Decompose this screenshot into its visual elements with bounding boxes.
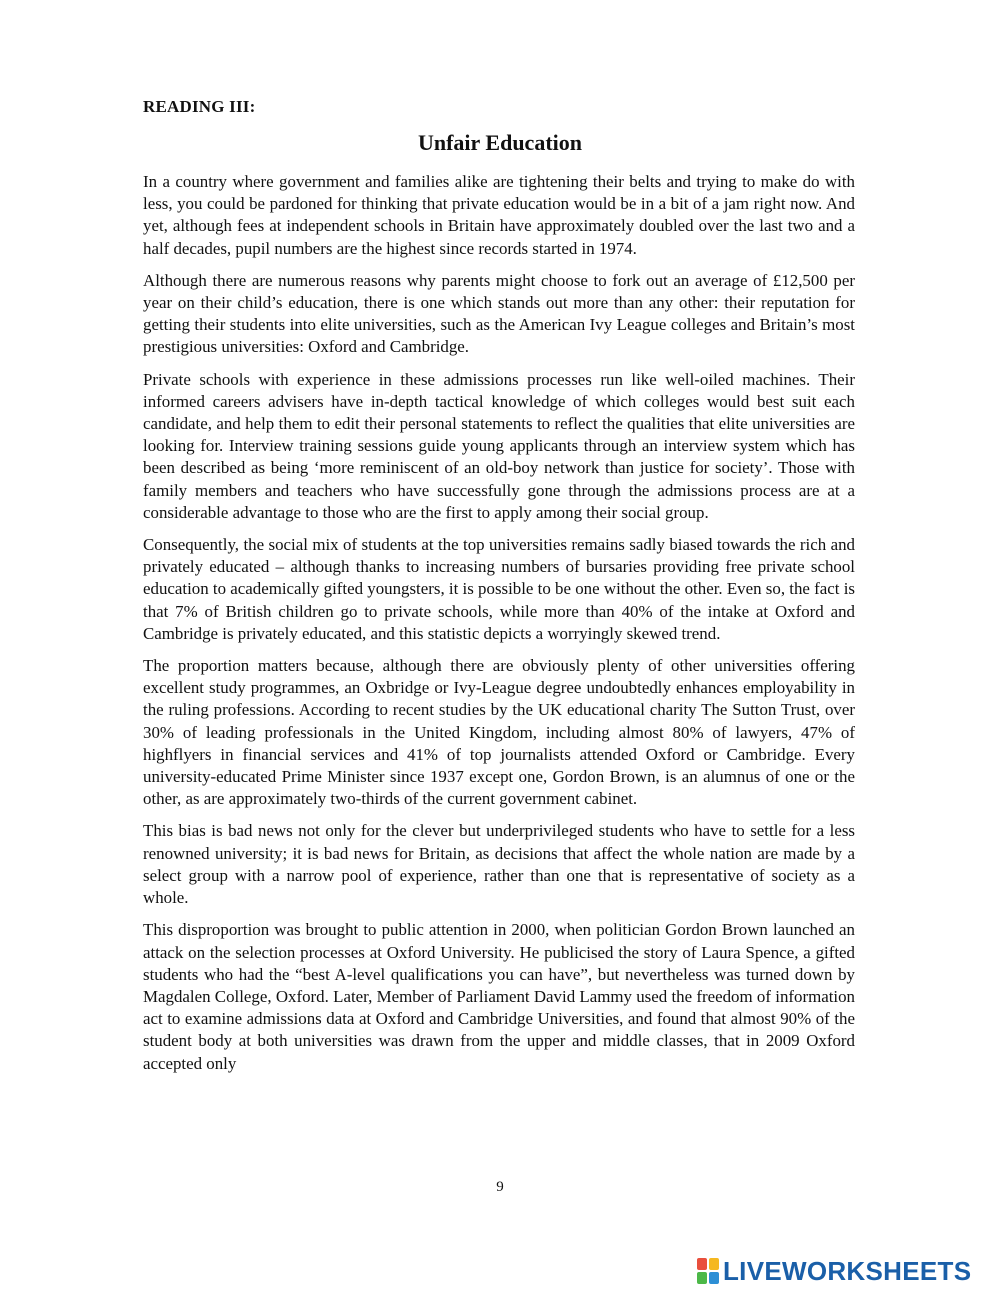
logo-square-icon [709, 1258, 719, 1270]
paragraph: In a country where government and families alike are tightening their belts and trying to make do with less, you could be pardoned for thinking that private education would be in a bit of a jam right now. And yet, although fees at independent schools in Britain have approximately doubled over the last two and a half decades, pupil numbers are the highest since records started in 1974. [143, 172, 855, 258]
paragraph: Although there are numerous reasons why parents might choose to fork out an average of £12,500 per year on their child’s education, there is one which stands out more than any other: their reputation for getting their students into elite universities, such as the American Ivy League colleges and Britain’s most prestigious universities: Oxford and Cambridge. [143, 270, 855, 357]
paragraph: Consequently, the social mix of students at the top universities remains sadly biased towards the rich and privately educated – although thanks to increasing numbers of bursaries providing free private school education to academically gifted youngsters, it is possible to be one without the other. Even so, the fact is that 7% of British children go to private schools, while more than 40% of the intake at Oxford and Cambridge is privately educated, and this statistic depicts a worryingly skewed trend. [143, 535, 855, 643]
logo-square-icon [697, 1258, 707, 1270]
article-body [143, 171, 855, 1085]
page-number: 9 [496, 1179, 504, 1195]
paragraph: This disproportion was brought to public attention in 2000, when politician Gordon Brown launched an attack on the selection processes at Oxford University. He publicised the story of Laura Spence, a gifted students who had the “best A-level qualifications you can have”, but nevertheless was turned down by Magdalen College, Oxford. Later, Member of Parliament David Lammy used the freedom of information act to examine admissions data at Oxford and Cambridge Universities, and found that almost 90% of the student body at both universities was drawn from the upper and middle classes, that in 2009 Oxford accepted only [143, 920, 855, 1073]
paragraph: Private schools with experience in these admissions processes run like well-oiled machines. Their informed careers advisers have in-depth tactical knowledge of which colleges would best suit each candidate, and help them to edit their personal statements to reflect the qualities that elite universities are looking for. Interview training sessions guide young applicants through an interview system which has been described as being ‘more reminiscent of an old-boy network than justice for society’. Those with family members and teachers who have successfully gone through the admissions process are at a considerable advantage to those who are the first to apply among their social group. [143, 369, 855, 522]
logo-square-icon [697, 1272, 707, 1284]
liveworksheets-brand[interactable] [697, 1256, 971, 1286]
page-title: Unfair Education [417, 130, 582, 155]
logo-square-icon [709, 1272, 719, 1284]
paragraph: This bias is bad news not only for the clever but underprivileged students who have to settle for a less renowned university; it is bad news for Britain, as decisions that affect the whole nation are made by a select group with a narrow pool of experience, rather than one that is representative of society as a whole. [143, 821, 855, 908]
section-label: READING III: [143, 97, 256, 116]
liveworksheets-logo-icon [697, 1258, 719, 1284]
paragraph: The proportion matters because, although there are obviously plenty of other universities offering excellent study programmes, an Oxbridge or Ivy-League degree undoubtedly enhances employability in the ruling professions. According to recent studies by the UK educational charity The Sutton Trust, over 30% of leading professionals in the United Kingdom, including almost 80% of lawyers, 47% of highflyers in financial services and 41% of top journalists attended Oxford or Cambridge. Every university-educated Prime Minister since 1937 except one, Gordon Brown, is an alumnus of one or the other, as are approximately two-thirds of the current government cabinet. [143, 656, 855, 809]
brand-wordmark: LIVEWORKSHEETS [723, 1256, 972, 1286]
